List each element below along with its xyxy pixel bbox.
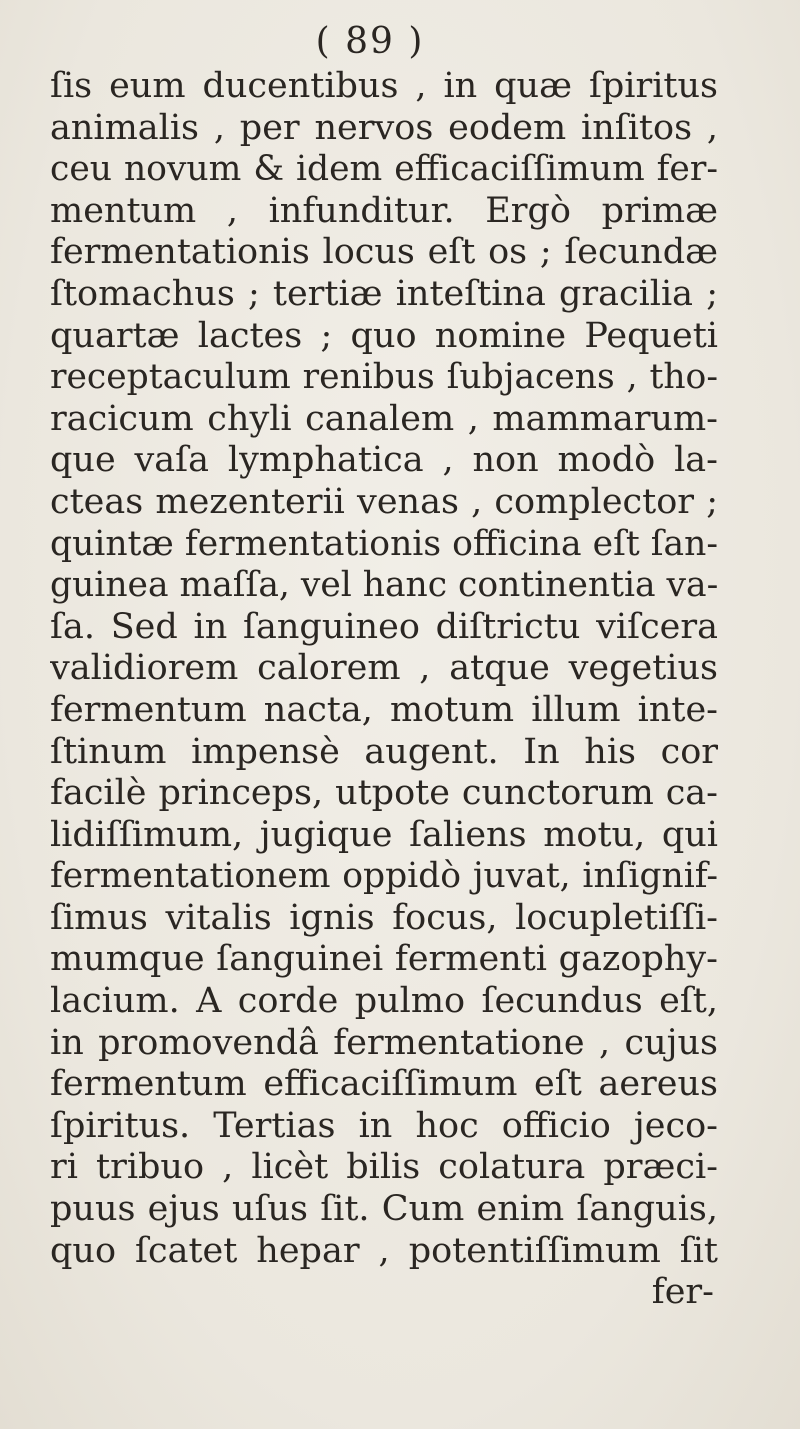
text-line: ſa. Sed in ſanguineo diſtrictu viſcera	[50, 606, 718, 647]
text-line: validiorem calorem , atque vegetius	[50, 648, 718, 689]
text-line: quo ſcatet hepar , potentiſſimum ſit	[50, 1230, 718, 1271]
text-line: fermentum efficaciſſimum eſt aereus	[50, 1064, 718, 1105]
body-text	[50, 66, 718, 1314]
text-line: fermentationem oppidò juvat, inſignif-	[50, 856, 718, 897]
text-line: ceu novum & idem efficaciſſimum fer-	[50, 149, 718, 190]
text-line: mumque ſanguinei fermenti gazophy-	[50, 939, 718, 980]
text-line: ſtomachus ; tertiæ inteſtina gracilia ;	[50, 273, 718, 314]
text-line: quintæ fermentationis officina eſt ſan-	[50, 523, 718, 564]
text-line: ſpiritus. Tertias in hoc officio jeco-	[50, 1105, 718, 1146]
text-line: racicum chyli canalem , mammarum-	[50, 398, 718, 439]
text-line: ſis eum ducentibus , in quæ ſpiritus	[50, 66, 718, 106]
text-line: fermentum nacta, motum illum inte-	[50, 689, 718, 730]
text-line: lacium. A corde pulmo ſecundus eſt,	[50, 981, 718, 1022]
text-line: quartæ lactes ; quo nomine Pequeti	[50, 315, 718, 356]
text-line: lidiſſimum, jugique ſaliens motu, qui	[50, 814, 718, 855]
text-line: puus ejus uſus ſit. Cum enim ſanguis,	[50, 1189, 718, 1230]
text-line: mentum , infunditur. Ergò primæ	[50, 190, 718, 231]
text-line: facilè princeps, utpote cunctorum ca-	[50, 773, 718, 814]
text-line: que vaſa lymphatica , non modò la-	[50, 440, 718, 481]
text-line: receptaculum renibus ſubjacens , tho-	[50, 357, 718, 398]
text-line: in promovendâ fermentatione , cujus	[50, 1022, 718, 1063]
text-line: ſimus vitalis ignis focus, locupletiſſi-	[50, 897, 718, 938]
text-line: fermentationis locus eſt os ; ſecundæ	[50, 232, 718, 273]
text-line: cteas mezenterii venas , complector ;	[50, 481, 718, 522]
text-line: animalis , per nervos eodem inſitos ,	[50, 107, 718, 148]
catchword: fer-	[651, 1272, 714, 1313]
page-number: ( 89 )	[315, 21, 425, 62]
text-line: ri tribuo , licèt bilis colatura præci-	[50, 1147, 718, 1188]
text-line: ſtinum impensè augent. In his cor	[50, 731, 718, 772]
text-line: guinea maſſa, vel hanc continentia va-	[50, 565, 718, 606]
